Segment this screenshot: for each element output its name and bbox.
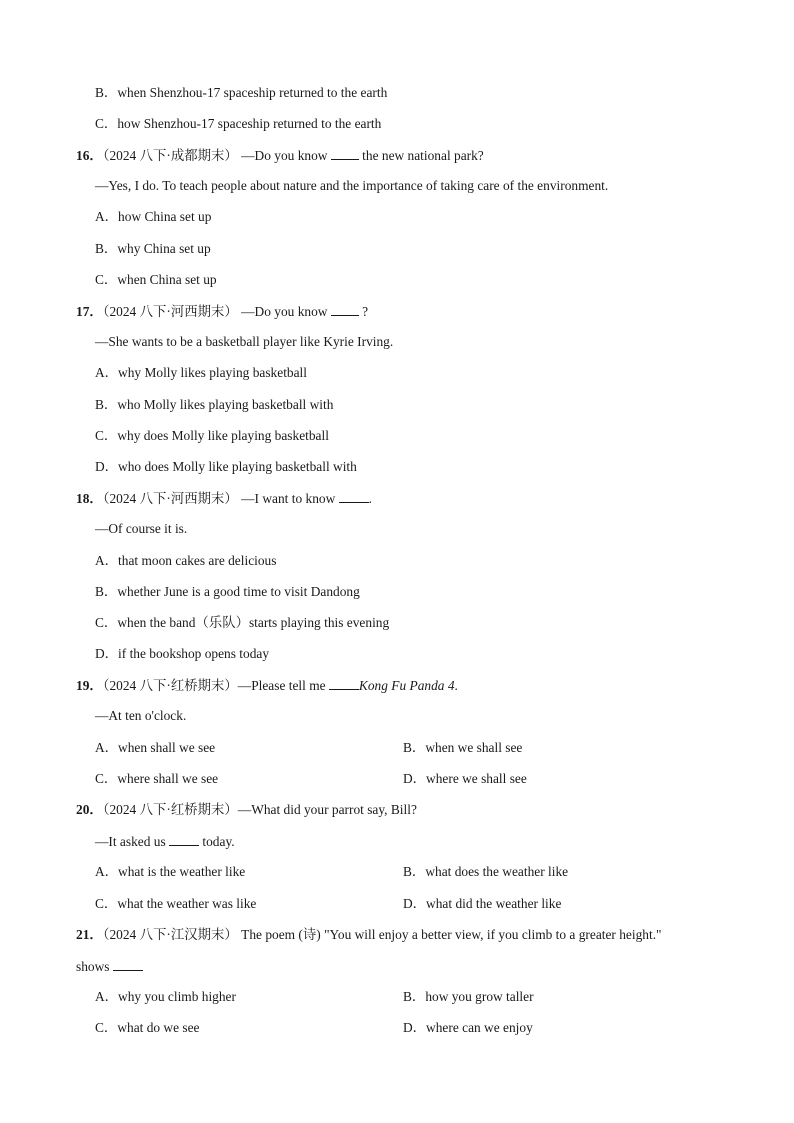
answer-blank bbox=[331, 302, 359, 316]
option-a[interactable]: A．when shall we see bbox=[95, 740, 216, 755]
option-a[interactable]: A．that moon cakes are delicious bbox=[95, 553, 277, 568]
option-d[interactable]: D．where can we enjoy bbox=[403, 1020, 533, 1035]
question-source: （2024 八下·江汉期末） bbox=[102, 927, 238, 942]
question-source: （2024 八下·成都期末） bbox=[102, 148, 238, 163]
question-number: 20． bbox=[76, 802, 103, 817]
option-a[interactable]: A．why Molly likes playing basketball bbox=[95, 365, 307, 380]
question-source: （2024 八下·红桥期末） bbox=[102, 802, 238, 817]
option-a[interactable]: A．why you climb higher bbox=[95, 989, 236, 1004]
stem-text: —What did your parrot say, Bill? bbox=[237, 802, 417, 817]
option-c[interactable]: C．why does Molly like playing basketball bbox=[95, 428, 329, 443]
question-number: 17． bbox=[76, 304, 103, 319]
stem-text: —Do you know bbox=[241, 304, 328, 319]
question-number: 21． bbox=[76, 927, 103, 942]
option-c[interactable]: C．what do we see bbox=[95, 1020, 200, 1035]
answer-blank bbox=[113, 957, 143, 971]
question-18-reply: —Of course it is. bbox=[95, 521, 188, 536]
stem-text: —Do you know bbox=[241, 148, 328, 163]
answer-blank bbox=[169, 832, 199, 846]
question-16-reply: —Yes, I do. To teach people about nature and the importance of taking care of the environment. bbox=[95, 178, 609, 193]
answer-blank bbox=[331, 146, 359, 160]
question-19-stem bbox=[76, 676, 458, 695]
question-number: 16． bbox=[76, 148, 103, 163]
movie-title: Kong Fu Panda 4 bbox=[358, 678, 455, 693]
option-c[interactable]: C．when China set up bbox=[95, 272, 217, 287]
answer-blank bbox=[329, 676, 359, 690]
option-c[interactable]: C．where shall we see bbox=[95, 771, 219, 786]
question-17-reply: —She wants to be a basketball player like Kyrie Irving. bbox=[95, 334, 394, 349]
question-21-stem-cont bbox=[76, 957, 143, 976]
question-source: （2024 八下·河西期末） bbox=[102, 304, 238, 319]
option-d[interactable]: D．what did the weather like bbox=[403, 896, 562, 911]
stem-text: the new national park? bbox=[362, 148, 484, 163]
option-b[interactable]: B．why China set up bbox=[95, 241, 211, 256]
option-b[interactable]: B．when we shall see bbox=[403, 740, 523, 755]
question-17-stem bbox=[76, 302, 368, 321]
stem-text: —I want to know bbox=[241, 491, 336, 506]
question-number: 18． bbox=[76, 491, 103, 506]
option-c[interactable]: C．what the weather was like bbox=[95, 896, 257, 911]
question-number: 19． bbox=[76, 678, 103, 693]
stem-text: . bbox=[454, 678, 458, 693]
stem-text: —Please tell me bbox=[237, 678, 326, 693]
question-18-stem bbox=[76, 489, 372, 508]
option-d[interactable]: D．if the bookshop opens today bbox=[95, 646, 270, 661]
option-d[interactable]: D．where we shall see bbox=[403, 771, 527, 786]
option-b[interactable]: B．whether June is a good time to visit Dandong bbox=[95, 584, 360, 599]
stem-text: . bbox=[368, 491, 372, 506]
reply-text: today. bbox=[202, 834, 235, 849]
option-b[interactable]: B．how you grow taller bbox=[403, 989, 534, 1004]
option-b[interactable]: B．what does the weather like bbox=[403, 864, 569, 879]
option-b[interactable]: B．who Molly likes playing basketball with bbox=[95, 397, 334, 412]
question-20-reply bbox=[95, 832, 235, 851]
question-21-stem bbox=[76, 926, 662, 944]
option-d[interactable]: D．who does Molly like playing basketball with bbox=[95, 459, 357, 474]
option-c[interactable]: C．how Shenzhou-17 spaceship returned to the earth bbox=[95, 116, 382, 131]
option-a[interactable]: A．what is the weather like bbox=[95, 864, 246, 879]
option-a[interactable]: A．how China set up bbox=[95, 209, 212, 224]
question-20-stem bbox=[76, 801, 417, 819]
option-c[interactable]: C．when the band（乐队）starts playing this evening bbox=[95, 615, 390, 630]
question-source: （2024 八下·河西期末） bbox=[102, 491, 238, 506]
stem-text: ? bbox=[362, 304, 369, 319]
question-19-reply: —At ten o'clock. bbox=[95, 708, 187, 723]
reply-text: —It asked us bbox=[95, 834, 166, 849]
question-source: （2024 八下·红桥期末） bbox=[102, 678, 238, 693]
option-b[interactable]: B．when Shenzhou-17 spaceship returned to the earth bbox=[95, 85, 388, 100]
stem-text: shows bbox=[76, 959, 110, 974]
stem-text: The poem (诗) "You will enjoy a better view, if you climb to a greater height." bbox=[241, 927, 662, 942]
answer-blank bbox=[339, 489, 369, 503]
question-16-stem bbox=[76, 146, 484, 165]
